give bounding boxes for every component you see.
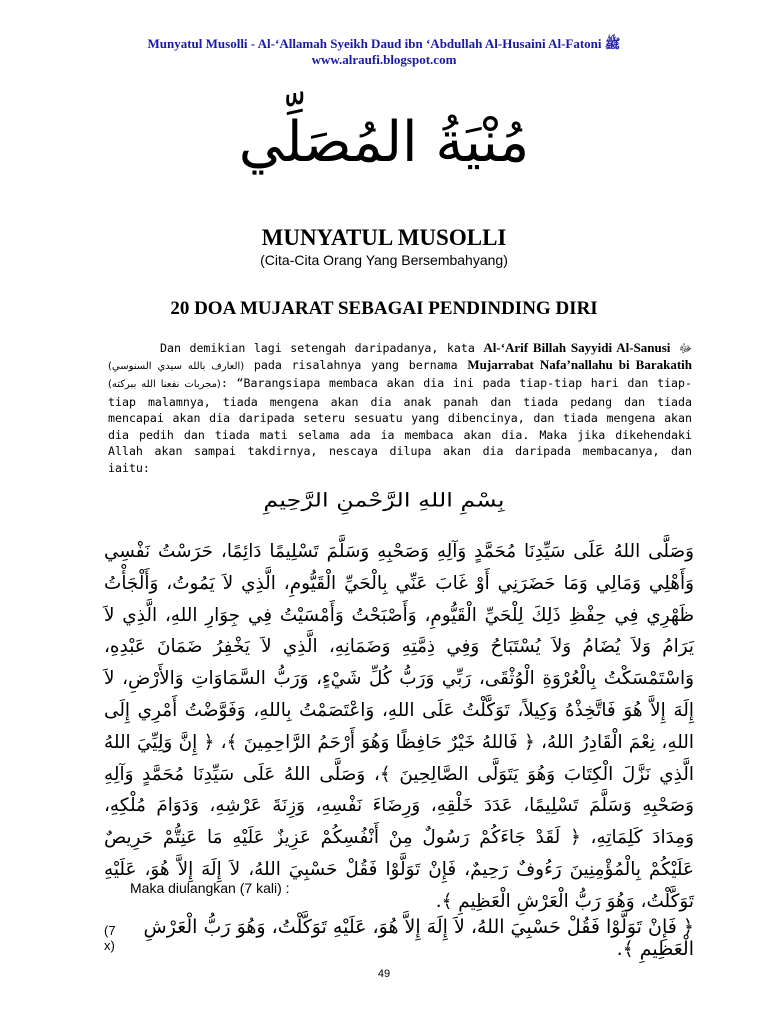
final-verse-arabic: ﴿ فَإِنْ تَوَلَّوْا فَقُلْ حَسْبِيَ اللهُ، لاَ إِلَهَ إِلاَّ هُوَ، عَلَيْهِ تَوَكَّلْتُ، وَهُوَ رَبُّ الْعَرْشِ الْعَظِيمِ ﴾.	[143, 916, 694, 960]
honorific-glyph: ﷻ	[678, 341, 693, 355]
intro-text-1: Dan demikian lagi setengah daripadanya, kata	[160, 341, 475, 355]
author-name-arabic: (العارف بالله سيدي السنوسي)	[108, 360, 245, 372]
doa-arabic-text: وَصَلَّى اللهُ عَلَى سَيِّدِنَا مُحَمَّدٍ وَآلِهِ وَصَحْبِهِ وَسَلَّمَ تَسْلِيمًا دَائِمًا، حَرَسْتُ نَفْسِي وَأَهْلِي وَمَالِي وَمَا حَضَرَنِي أَوْ غَابَ عَنِّي بِالْحَيِّ الْقَيُّومِ، الَّذِي لاَ يَمُوتُ، وَأَلْجَأْتُ ظَهْرِي فِي حِفْظِ ذَلِكَ لِلْحَيِّ الْقَيُّومِ، وَأَصْبَحْتُ وَأَمْسَيْتُ فِي جِوَارِ اللهِ، الَّذِي لاَ يَرَامُ وَلاَ يُضَامُ وَلاَ يُسْتَبَاحُ وَفِي ذِمَّتِهِ وَضَمَانِهِ، الَّذِي لاَ يَخْفِرُ ضَمَانَ عَبْدِهِ، وَاسْتَمْسَكْتُ بِالْعُرْوَةِ الْوُثْقَى، رَبِّي وَرَبُّ كُلِّ شَيْءٍ، وَرَبُّ السَّمَاوَاتِ وَالأَرْضِ، لاَ إِلَهَ إِلاَّ هُوَ فَاتَّخِذْهُ وَكِيلاً، تَوَكَّلْتُ عَلَى اللهِ، وَاعْتَصَمْتُ بِاللهِ، وَفَوَّضْتُ أَمْرِي إِلَى اللهِ، نِعْمَ الْقَادِرُ اللهُ، ﴿ فَاللهُ خَيْرٌ حَافِظًا وَهُوَ أَرْحَمُ الرَّاحِمِينَ ﴾، ﴿ إِنَّ وَلِيِّيَ اللهُ الَّذِي نَزَّلَ الْكِتَابَ وَهُوَ يَتَوَلَّى الصَّالِحِينَ ﴾، وَصَلَّى اللهُ عَلَى سَيِّدِنَا مُحَمَّدٍ وَآلِهِ وَصَحْبِهِ وَسَلَّمَ تَسْلِيمًا، عَدَدَ خَلْقِهِ، وَرِضَاءَ نَفْسِهِ، وَزِنَةَ عَرْشِهِ، وَدَوَامَ مُلْكِهِ، وَمِدَادَ كَلِمَاتِهِ، ﴿ لَقَدْ جَاءَكُمْ رَسُولٌ مِنْ أَنْفُسِكُمْ عَزِيزٌ عَلَيْهِ مَا عَنِتُّمْ حَرِيصٌ عَلَيْكُمْ بِالْمُؤْمِنِينَ رَءُوفٌ رَحِيمٌ، فَإِنْ تَوَلَّوْا فَقُلْ حَسْبِيَ اللهُ، لاَ إِلَهَ إِلاَّ هُوَ، عَلَيْهِ تَوَكَّلْتُ، وَهُوَ رَبُّ الْعَرْشِ الْعَظِيمِ ﴾.	[104, 541, 694, 912]
intro-text-2: pada risalahnya yang bernama	[253, 357, 458, 372]
risalah-name-arabic: (مجربات نفعنا الله ببركته)	[108, 379, 221, 390]
running-header-title: Munyatul Musolli - Al-‘Allamah Syeikh Daud ibn ‘Abdullah Al-Husaini Al-Fatoni ﷺ	[147, 36, 621, 51]
basmalah-calligraphy: بِسْمِ اللهِ الرَّحْمنِ الرَّحِيمِ	[263, 488, 505, 512]
arabic-book-title: مُنْيَةُ المُصَلِّي	[238, 110, 530, 175]
book-title: MUNYATUL MUSOLLI	[261, 225, 507, 250]
final-verse-row	[104, 916, 694, 960]
running-header-url[interactable]: www.alraufi.blogspot.com	[311, 52, 457, 67]
author-name: Al-‘Arif Billah Sayyidi Al-Sanusi	[483, 340, 671, 355]
page-number: 49	[377, 968, 391, 980]
book-subtitle: (Cita-Cita Orang Yang Bersembahyang)	[260, 252, 508, 268]
section-heading: 20 DOA MUJARAT SEBAGAI PENDINDING DIRI	[170, 298, 598, 319]
repeat-instruction: Maka diulangkan (7 kali) :	[130, 880, 290, 896]
risalah-name: Mujarrabat Nafa’nallahu bi Barakatih	[467, 356, 692, 372]
repeat-count: (7 x)	[104, 923, 116, 953]
intro-paragraph	[108, 340, 692, 476]
intro-text-3: : “Barangsiapa membaca akan dia ini pada tiap-tiap hari dan tiap-tiap malamnya, tiada mengena akan dia anak panah dan tiada pedang dan tiada mencapai akan dia daripada seteru sesuatu yang dibencinya, dan tiada mengena akan dia pedih dan tiada mati selama ada ia membaca akan dia. Maka jika dikehendaki Allah akan sampai takdirnya, nescaya dilupa akan dia daripada membacanya, dan iaitu:	[108, 376, 692, 475]
